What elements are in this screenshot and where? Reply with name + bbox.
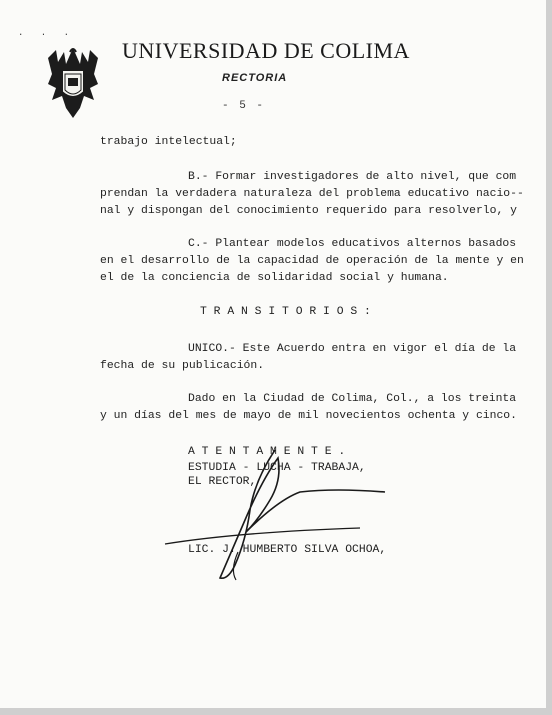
body-line: el de la conciencia de solidaridad social y humana. (100, 272, 449, 284)
scan-edge-bottom (0, 708, 552, 715)
page-number: - 5 - (222, 100, 266, 112)
body-line: en el desarrollo de la capacidad de operación de la mente y en (100, 255, 524, 267)
university-name: UNIVERSIDAD DE COLIMA (122, 38, 410, 63)
body-line: fecha de su publicación. (100, 360, 265, 372)
body-line: UNICO.- Este Acuerdo entra en vigor el día de la (188, 343, 517, 355)
office-title: RECTORIA (222, 72, 288, 84)
body-line: y un días del mes de mayo de mil novecientos ochenta y cinco. (100, 410, 517, 422)
signer-name: LIC. J. HUMBERTO SILVA OCHOA, (188, 544, 387, 556)
handwritten-signature (150, 440, 400, 590)
scan-edge-right (546, 0, 552, 715)
university-seal-logo (44, 44, 102, 120)
body-line: trabajo intelectual; (100, 136, 237, 148)
body-line: B.- Formar investigadores de alto nivel, que com (188, 171, 517, 183)
body-line: prendan la verdadera naturaleza del problema educativo nacio-- (100, 188, 524, 200)
scan-specks: · · · (18, 30, 76, 40)
closing-salutation: A T E N T A M E N T E . (188, 446, 346, 458)
body-line: C.- Plantear modelos educativos alternos basados (188, 238, 517, 250)
body-line: Dado en la Ciudad de Colima, Col., a los treinta (188, 393, 517, 405)
signer-role: EL RECTOR, (188, 476, 257, 488)
body-line: nal y dispongan del conocimiento requerido para resolverlo, y (100, 205, 517, 217)
section-heading: T R A N S I T O R I O S : (200, 306, 371, 318)
motto: ESTUDIA - LUCHA - TRABAJA, (188, 462, 366, 474)
